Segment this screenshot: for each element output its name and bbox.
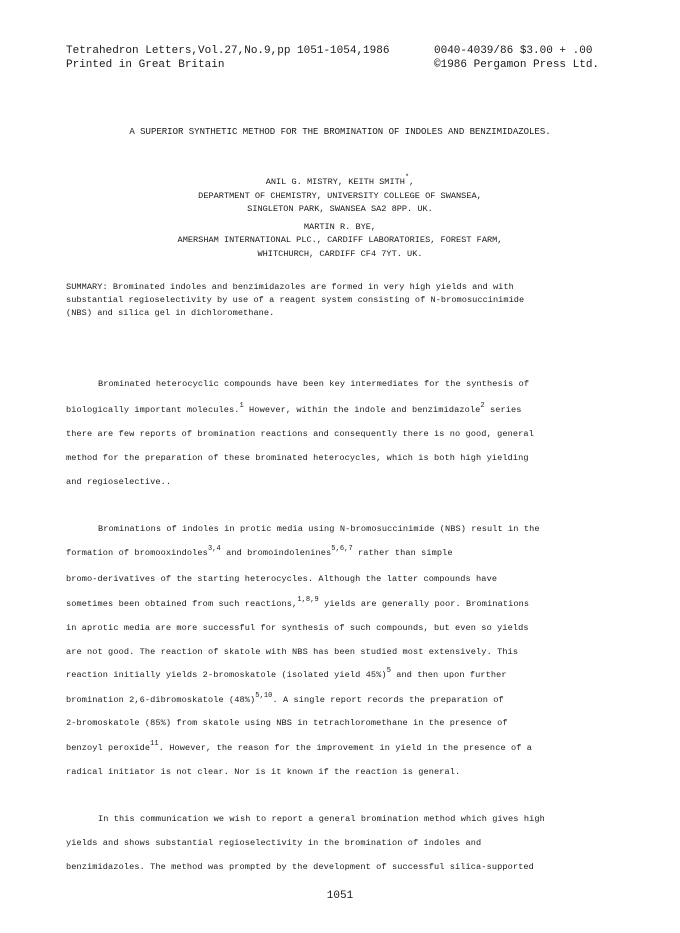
para1-line-2-text-c: series bbox=[484, 405, 522, 415]
para2-line-6: are not good. The reaction of skatole with NBS has been studied most extensively. This bbox=[66, 647, 519, 657]
affiliation-1-line-2: SINGLETON PARK, SWANSEA SA2 8PP. UK. bbox=[247, 204, 433, 214]
para2-line-1: Brominations of indoles in protic media using N-bromosuccinimide (NBS) result in the bbox=[98, 524, 540, 534]
affiliation-2-line-2: WHITCHURCH, CARDIFF CF4 7YT. UK. bbox=[257, 249, 423, 259]
citation-ref: 1,8,9 bbox=[297, 596, 319, 604]
para2-line-8-text-b: . A single report records the preparation of bbox=[272, 695, 504, 705]
para1-line-3: there are few reports of bromination reactions and consequently there is no good, general bbox=[66, 429, 534, 439]
para2-line-2-text-b: and bromoindolenines bbox=[220, 548, 332, 558]
para2-line-10-text-b: . However, the reason for the improvement in yield in the presence of a bbox=[158, 743, 532, 753]
para2-line-5: in aprotic media are more successful for synthesis of such compounds, but even so yields bbox=[66, 623, 529, 633]
summary-line-1: SUMMARY: Brominated indoles and benzimidazoles are formed in very high yields and with bbox=[66, 282, 514, 292]
para2-line-8-text-a: bromination 2,6-dibromoskatole (48%) bbox=[66, 695, 256, 705]
para2-line-10 bbox=[66, 740, 532, 753]
author-names-1 bbox=[0, 174, 680, 187]
para2-line-7 bbox=[66, 667, 507, 680]
para2-line-7-text-a: reaction initially yields 2-bromoskatole (isolated yield 45%) bbox=[66, 670, 387, 680]
para3-line-1: In this communication we wish to report a general bromination method which gives high bbox=[98, 814, 545, 824]
para2-line-4 bbox=[66, 596, 530, 609]
para3-line-2: yields and shows substantial regioselectivity in the bromination of indoles and bbox=[66, 838, 482, 848]
para3-line-3: benzimidazoles. The method was prompted by the development of successful silica-supported bbox=[66, 862, 534, 872]
para2-line-8 bbox=[66, 692, 504, 705]
author-name-2: MARTIN R. BYE, bbox=[303, 222, 377, 232]
citation-ref: 1 bbox=[239, 402, 244, 410]
para2-line-3: bromo-derivatives of the starting heterocycles. Although the latter compounds have bbox=[66, 574, 498, 584]
para1-line-1: Brominated heterocyclic compounds have been key intermediates for the synthesis of bbox=[98, 379, 530, 389]
para1-line-2-text-a: biologically important molecules. bbox=[66, 405, 240, 415]
citation-ref: 5 bbox=[386, 667, 391, 675]
citation-ref: 5,10 bbox=[255, 692, 273, 700]
para1-line-2-text-b: However, within the indole and benzimidazole bbox=[243, 405, 481, 415]
affiliation-1-line-1: DEPARTMENT OF CHEMISTRY, UNIVERSITY COLLEGE OF SWANSEA, bbox=[198, 191, 482, 201]
author-names-text: ANIL G. MISTRY, KEITH SMITH bbox=[265, 177, 405, 187]
summary-line-2: substantial regioselectivity by use of a reagent system consisting of N-bromosuccinimide bbox=[66, 295, 525, 305]
journal-citation: Tetrahedron Letters,Vol.27,No.9,pp 1051-1054,1986 bbox=[66, 45, 390, 57]
affiliation-2-line-1: AMERSHAM INTERNATIONAL PLC., CARDIFF LABORATORIES, FOREST FARM, bbox=[177, 235, 503, 245]
para1-line-5: and regioselective.. bbox=[66, 477, 172, 487]
para1-line-2 bbox=[66, 402, 522, 415]
author-names-comma: , bbox=[409, 177, 415, 187]
citation-ref: 3,4 bbox=[207, 545, 221, 553]
para2-line-4-text-a: sometimes been obtained from such reactions, bbox=[66, 599, 298, 609]
citation-ref: 5,6,7 bbox=[331, 545, 353, 553]
copyright-notice: ©1986 Pergamon Press Ltd. bbox=[434, 59, 600, 71]
issn-price: 0040-4039/86 $3.00 + .00 bbox=[434, 45, 593, 57]
para2-line-10-text-a: benzoyl peroxide bbox=[66, 743, 151, 753]
para2-line-9: 2-bromoskatole (85%) from skatole using NBS in tetrachloromethane in the presence of bbox=[66, 718, 508, 728]
para2-line-2-text-c: rather than simple bbox=[352, 548, 453, 558]
printed-location: Printed in Great Britain bbox=[66, 59, 225, 71]
citation-ref: 2 bbox=[480, 402, 485, 410]
para2-line-2 bbox=[66, 545, 453, 558]
corresponding-author-mark: * bbox=[404, 174, 410, 182]
para2-line-7-text-b: and then upon further bbox=[391, 670, 507, 680]
page-number: 1051 bbox=[326, 890, 354, 902]
citation-ref: 11 bbox=[150, 740, 159, 748]
para1-line-4: method for the preparation of these brominated heterocycles, which is both high yielding bbox=[66, 453, 529, 463]
para2-line-4-text-b: yields are generally poor. Brominations bbox=[318, 599, 530, 609]
para2-line-11: radical initiator is not clear. Nor is it known if the reaction is general. bbox=[66, 767, 461, 777]
para2-line-2-text-a: formation of bromooxindoles bbox=[66, 548, 208, 558]
summary-line-3: (NBS) and silica gel in dichloromethane. bbox=[66, 308, 275, 318]
paper-title: A SUPERIOR SYNTHETIC METHOD FOR THE BROMINATION OF INDOLES AND BENZIMIDAZOLES. bbox=[129, 127, 551, 137]
